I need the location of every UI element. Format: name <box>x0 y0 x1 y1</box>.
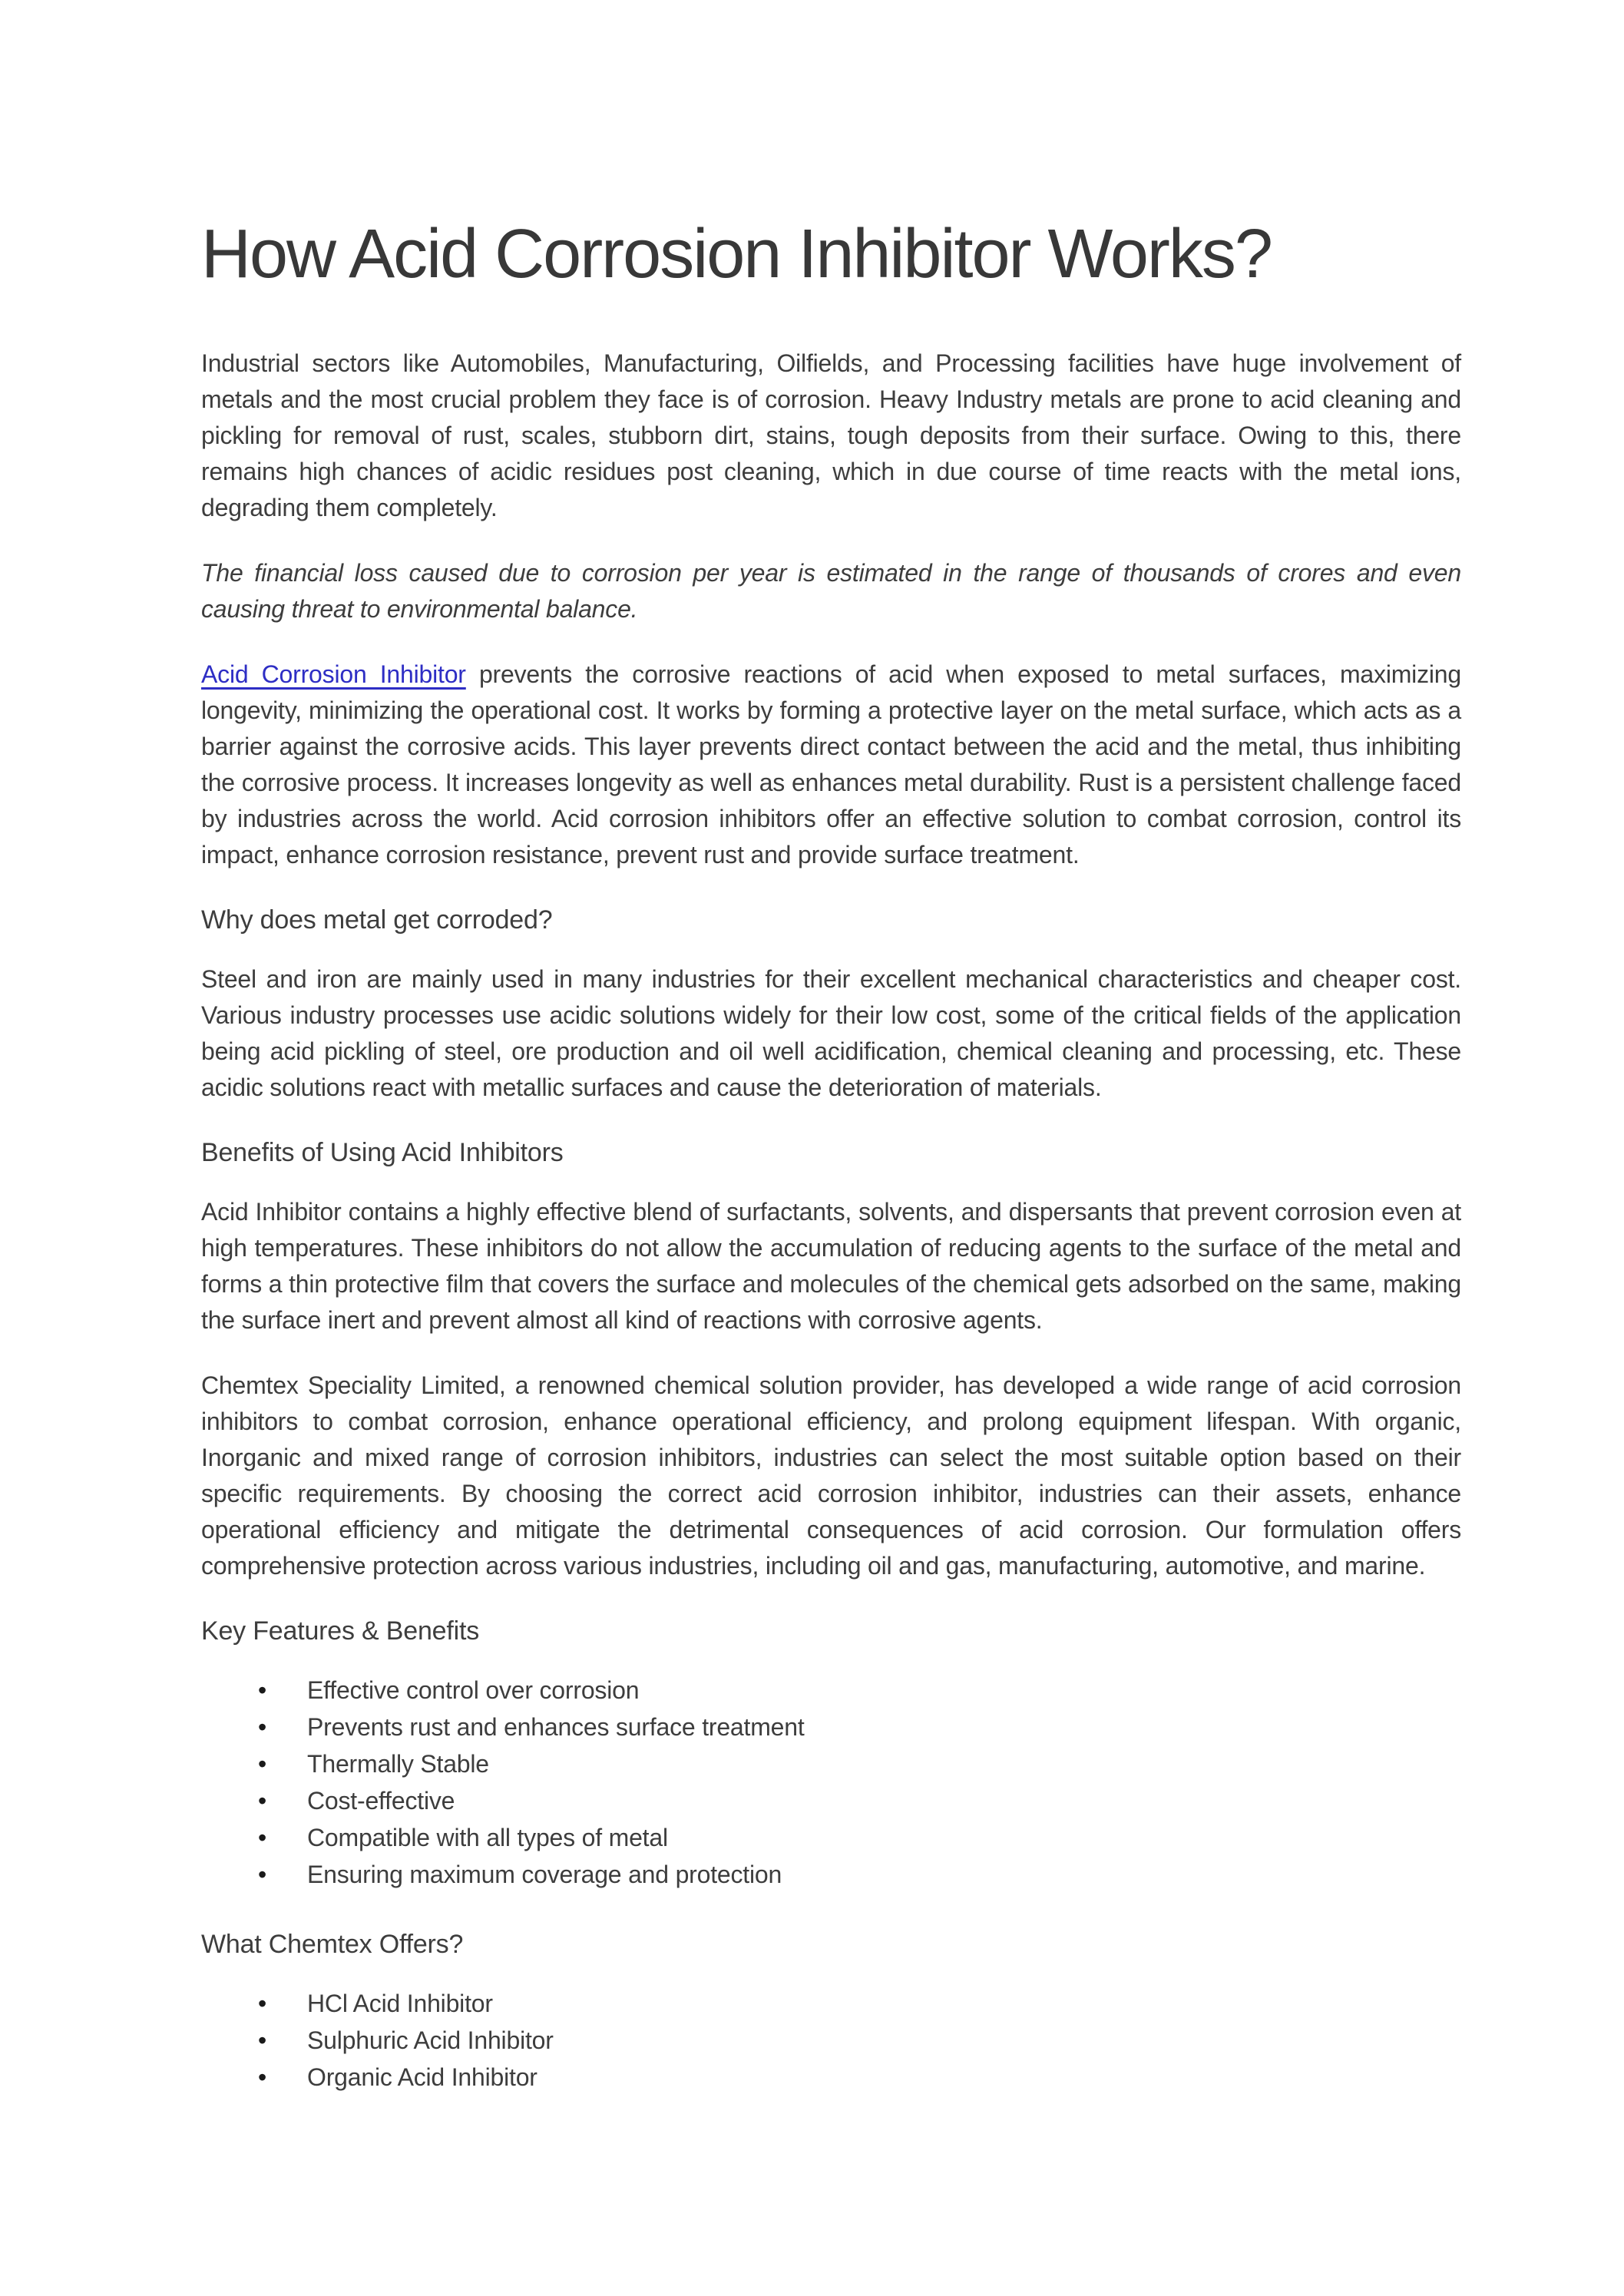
heading-benefits: Benefits of Using Acid Inhibitors <box>201 1138 564 1168</box>
bullet-item: • Organic Acid Inhibitor <box>307 2059 1461 2096</box>
inhibitor-paragraph <box>201 657 1461 873</box>
bullet-item: • Prevents rust and enhances surface treatment <box>307 1709 1461 1745</box>
bullet-item: • Cost-effective <box>307 1783 1461 1819</box>
chemtex-paragraph: Chemtex Speciality Limited, a renowned chemical solution provider, has developed a wide range of acid corrosion inhibitors to combat corrosion, enhance operational efficiency, and prolong equipment lifespan. With organic, Inorganic and mixed range of corrosion inhibitors, industries can select the most suitable option based on their specific requirements. By choosing the correct acid corrosion inhibitor, industries can their assets, enhance operational efficiency and mitigate the detrimental consequences of acid corrosion. Our formulation offers comprehensive protection across various industries, including oil and gas, manufacturing, automotive, and marine. <box>201 1371 1461 1580</box>
inhibitor-paragraph-text: prevents the corrosive reactions of acid when exposed to metal surfaces, maximizing longevity, minimizing the operational cost. It works by forming a protective layer on the metal surface, which acts as a barrier against the corrosive acids. This layer prevents direct contact between the acid and the metal, thus inhibiting the corrosive process. It increases longevity as well as enhances metal durability. Rust is a persistent challenge faced by industries across the world. Acid corrosion inhibitors offer an effective solution to combat corrosion, control its impact, enhance corrosion resistance, prevent rust and provide surface treatment. <box>201 660 1461 869</box>
why-corroded-paragraph: Steel and iron are mainly used in many industries for their excellent mechanical characteristics and cheaper cost. Various industry processes use acidic solutions widely for their low cost, some of the critical fields of the application being acid pickling of steel, ore production and oil well acidification, chemical cleaning and processing, etc. These acidic solutions react with metallic surfaces and cause the deterioration of materials. <box>201 965 1461 1102</box>
financial-loss-note: The financial loss caused due to corrosion per year is estimated in the range of thousands of crores and even causing threat to environmental balance. <box>201 559 1461 624</box>
heading-why-metal-corroded: Why does metal get corroded? <box>201 905 553 935</box>
heading-what-chemtex-offers: What Chemtex Offers? <box>201 1930 464 1960</box>
heading-key-features: Key Features & Benefits <box>201 1616 480 1646</box>
bullet-item: • Sulphuric Acid Inhibitor <box>307 2023 1461 2059</box>
intro-paragraph: Industrial sectors like Automobiles, Manufacturing, Oilfields, and Processing facilities have huge involvement of metals and the most crucial problem they face is of corrosion. Heavy Industry metals are prone to acid cleaning and pickling for removal of rust, scales, stubborn dirt, stains, tough deposits from their surface. Owing to this, there remains high chances of acidic residues post cleaning, which in due course of time reacts with the metal ions, degrading them completely. <box>201 349 1461 522</box>
acid-corrosion-inhibitor-link[interactable]: Acid Corrosion Inhibitor <box>201 660 466 689</box>
bullet-item: • Compatible with all types of metal <box>307 1820 1461 1856</box>
offers-list <box>201 1986 1461 2096</box>
bullet-item: • HCl Acid Inhibitor <box>307 1986 1461 2022</box>
benefits-paragraph: Acid Inhibitor contains a highly effective blend of surfactants, solvents, and dispersants that prevent corrosion even at high temperatures. These inhibitors do not allow the accumulation of reducing agents to the surface of the metal and forms a thin protective film that covers the surface and molecules of the chemical gets adsorbed on the same, making the surface inert and prevent almost all kind of reactions with corrosive agents. <box>201 1198 1461 1335</box>
page-title: How Acid Corrosion Inhibitor Works? <box>201 216 1272 293</box>
bullet-item: • Thermally Stable <box>307 1746 1461 1782</box>
features-list <box>201 1672 1461 1893</box>
bullet-item: • Ensuring maximum coverage and protection <box>307 1857 1461 1893</box>
bullet-item: • Effective control over corrosion <box>307 1672 1461 1709</box>
